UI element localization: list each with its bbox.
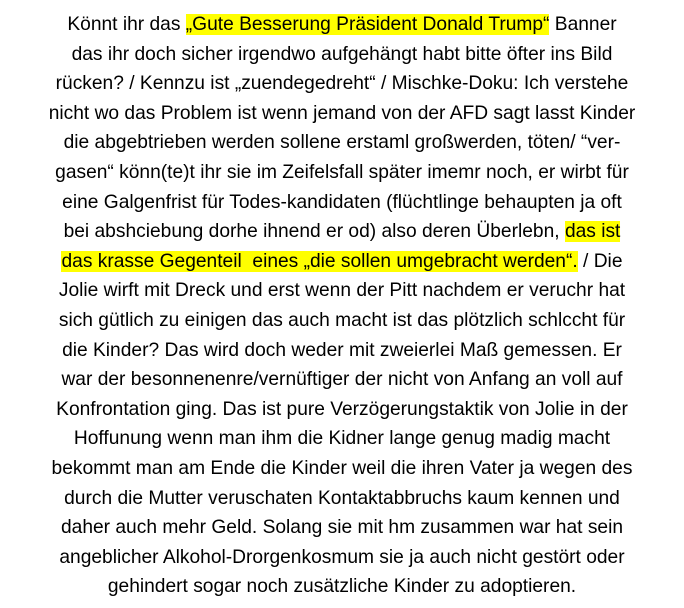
text-segment: durch die Mutter veruschaten Kontaktabbruchs kaum kennen und	[64, 487, 620, 509]
text-line	[0, 158, 684, 188]
text-segment: bei abshciebung dorhe ihnend er od) also deren Überlebn,	[63, 221, 565, 243]
text-segment: sich gütlich zu einigen das auch macht ist das plötzlich schlccht für	[58, 309, 626, 331]
text-line	[0, 543, 684, 573]
highlighted-text: das ist	[564, 221, 621, 243]
text-line	[0, 69, 684, 99]
text-line	[0, 40, 684, 70]
text-segment: angeblicher Alkohol-Drorgenkosmum sie ja auch nicht gestört oder	[59, 546, 625, 568]
text-segment: Banner	[549, 14, 617, 35]
text-line	[0, 128, 684, 158]
text-line	[0, 217, 684, 247]
text-segment: bekommt man am Ende die Kinder weil die ihren Vater ja wegen des	[51, 457, 633, 479]
text-segment: war der besonnenenre/vernüftiger der nicht von Anfang an voll auf	[61, 369, 623, 391]
text-line	[0, 336, 684, 366]
text-segment: die abgebtrieben werden sollene erstaml großwerden, töten/ “ver-	[63, 132, 621, 154]
text-segment: Hoffunung wenn man ihm die Kidner lange genug madig macht	[73, 428, 611, 450]
text-line	[0, 247, 684, 277]
text-segment: das ihr doch sicher irgendwo aufgehängt habt bitte öfter ins Bild	[71, 43, 613, 65]
text-line	[0, 276, 684, 306]
text-line	[0, 424, 684, 454]
text-line	[0, 395, 684, 425]
text-segment: nicht wo das Problem ist wenn jemand von der AFD sagt lasst Kinder	[48, 102, 636, 124]
comment-text-block	[0, 10, 684, 602]
text-line	[0, 365, 684, 395]
text-segment: eine Galgenfrist für Todes-kandidaten (flüchtlinge behaupten ja oft	[62, 191, 622, 213]
highlighted-text: das krasse Gegenteil eines „die sollen umgebracht werden“.	[61, 250, 578, 272]
text-line	[0, 188, 684, 218]
text-segment: Konfrontation ging. Das ist pure Verzögerungstaktik von Jolie in der	[56, 398, 628, 420]
text-segment: Könnt ihr das	[67, 14, 186, 35]
text-segment: rücken? / Kennzu ist „zuendegedreht“ / Mischke-Doku: Ich verstehe	[55, 73, 629, 95]
text-line	[0, 484, 684, 514]
highlighted-text: „Gute Besserung Präsident Donald Trump“	[185, 14, 550, 35]
text-line	[0, 10, 684, 40]
text-line	[0, 454, 684, 484]
text-segment: gasen“ könn(te)t ihr sie im Zeifelsfall später imemr noch, er wirbt für	[55, 161, 629, 183]
text-line	[0, 572, 684, 602]
text-line	[0, 99, 684, 129]
text-segment: die Kinder? Das wird doch weder mit zweierlei Maß gemessen. Er	[62, 339, 622, 361]
text-segment: gehindert sogar noch zusätzliche Kinder zu adoptieren.	[107, 576, 577, 598]
text-line	[0, 306, 684, 336]
text-segment: daher auch mehr Geld. Solang sie mit hm zusammen war hat sein	[60, 517, 624, 539]
text-segment: / Die	[577, 250, 623, 272]
text-line	[0, 513, 684, 543]
text-segment: Jolie wirft mit Dreck und erst wenn der Pitt nachdem er veruchr hat	[58, 280, 626, 302]
